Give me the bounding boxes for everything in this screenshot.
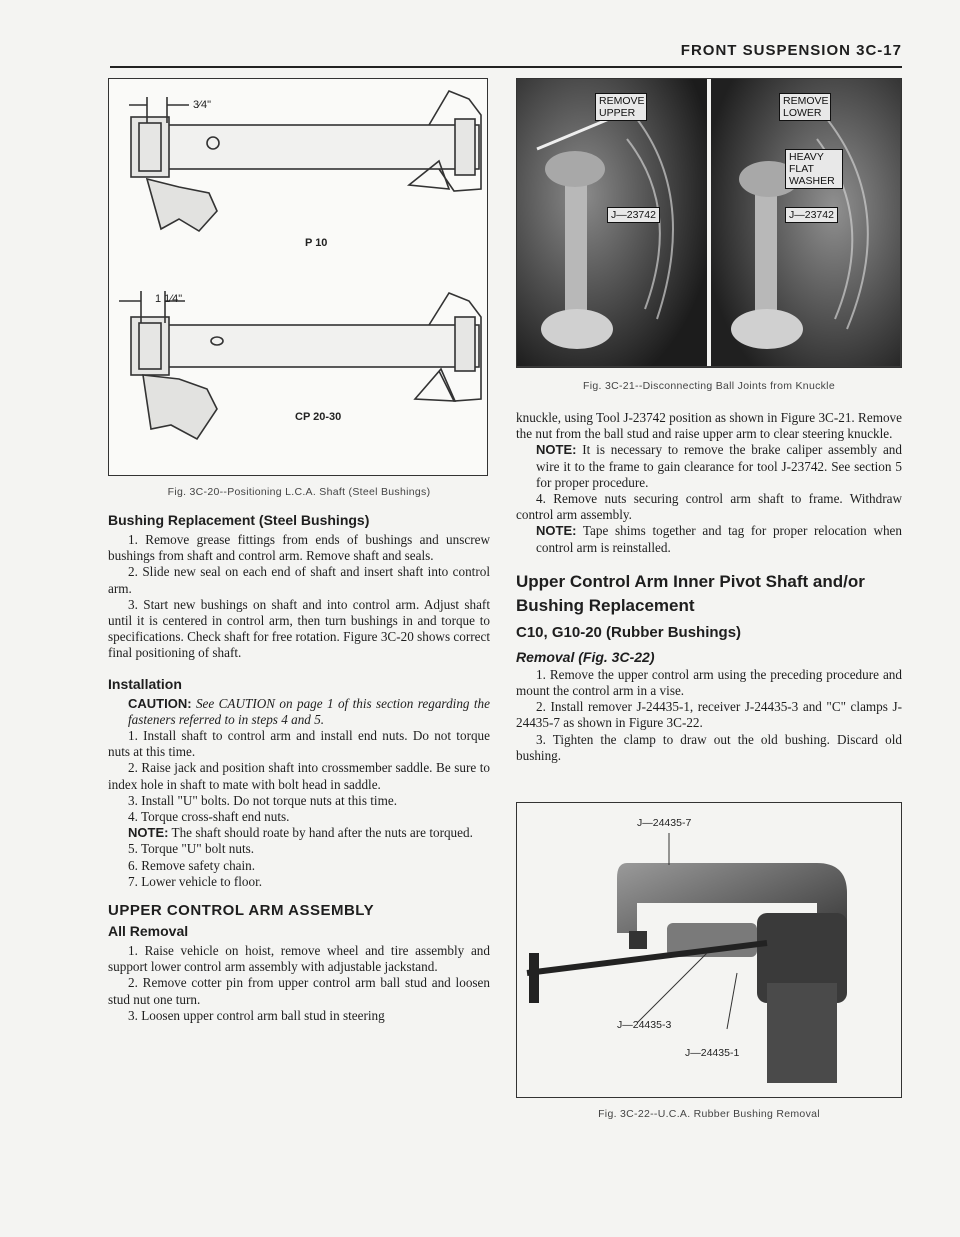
tag-remove-lower: REMOVE LOWER xyxy=(779,93,831,121)
install-step: 5. Torque "U" bolt nuts. xyxy=(128,841,255,857)
note-text: It is necessary to remove the brake caliper assembly and wire it to the frame to gain clearance for tool J-23742. See section 5 for proper procedure. xyxy=(536,442,902,490)
rubber-step: 2. Install remover J-24435-1, receiver J-24435-3 and "C" clamps J-24435-7 as shown in Figure 3C-22. xyxy=(516,699,902,731)
tag-j23742-right: J—23742 xyxy=(785,207,838,223)
figure-3c-22-caption: Fig. 3C-22--U.C.A. Rubber Bushing Removal xyxy=(598,1108,820,1121)
bushing-step: 3. Start new bushings on shaft and into control arm. Adjust shaft until it is centered in control arm, then turn bushings in and torque to specifications. Check shaft for free rotation. Figure 3C-20 shows correct final positioning of shaft. xyxy=(108,596,490,661)
install-step: 4. Torque cross-shaft end nuts. xyxy=(128,809,290,825)
bushing-heading: Bushing Replacement (Steel Bushings) xyxy=(108,512,370,528)
figure-3c-21-caption: Fig. 3C-21--Disconnecting Ball Joints from Knuckle xyxy=(583,380,835,392)
left-column xyxy=(108,78,490,1024)
installation-heading: Installation xyxy=(108,675,182,692)
figure-3c-21 xyxy=(516,78,902,368)
label-j24435-3: J—24435-3 xyxy=(617,1019,672,1032)
label-j24435-1: J—24435-1 xyxy=(685,1047,740,1060)
figure-3c-20-caption: Fig. 3C-20--Positioning L.C.A. Shaft (Steel Bushings) xyxy=(167,486,431,498)
page-title: FRONT SUSPENSION 3C-17 xyxy=(680,42,902,59)
page-header xyxy=(110,42,902,68)
label-cp20-30: CP 20-30 xyxy=(295,411,342,423)
continuation-paragraph: knuckle, using Tool J-23742 position as shown in Figure 3C-21. Remove the nut from the ball stud and raise upper arm to clear steering knuckle. xyxy=(516,410,902,442)
tag-remove-upper: REMOVE UPPER xyxy=(595,93,647,121)
note-text: The shaft should roate by hand after the nuts are torqued. xyxy=(171,825,473,841)
note-text: Tape shims together and tag for proper relocation when control arm is reinstalled. xyxy=(536,523,903,555)
install-step: 6. Remove safety chain. xyxy=(128,857,256,873)
install-step: 3. Install "U" bolts. Do not torque nuts at this time. xyxy=(128,792,398,808)
uca-step: 3. Loosen upper control arm ball stud in steering xyxy=(128,1007,385,1023)
dimension-upper: 3⁄4" xyxy=(193,99,211,111)
install-step: 1. Install shaft to control arm and install end nuts. Do not torque nuts at this time. xyxy=(108,728,490,760)
figure-3c-20 xyxy=(108,78,488,476)
install-note xyxy=(108,825,490,841)
ball-joint-photo xyxy=(517,79,900,366)
uca-heading: UPPER CONTROL ARM ASSEMBLY xyxy=(108,902,375,920)
caution-text: See CAUTION on page 1 of this section regarding the fasteners referred to in steps 4 and 5. xyxy=(128,695,491,727)
figure-3c-22 xyxy=(516,802,902,1098)
rubber-step: 3. Tighten the clamp to draw out the old bushing. Discard old bushing. xyxy=(516,731,902,763)
rubber-step: 1. Remove the upper control arm using the preceding procedure and mount the control arm in a vise. xyxy=(516,666,902,699)
bushing-step: 1. Remove grease fittings from ends of bushings and unscrew bushings from shaft and control arm. Remove shaft and seals. xyxy=(108,532,490,564)
bushing-step: 2. Slide new seal on each end of shaft and insert shaft into control arm. xyxy=(108,564,490,596)
uca-step: 1. Raise vehicle on hoist, remove wheel and tire assembly and support lower control arm assembly with adjustable jackstand. xyxy=(108,943,490,975)
caution-label: CAUTION: xyxy=(128,695,192,711)
pivot-shaft-heading: Upper Control Arm Inner Pivot Shaft and/or Bushing Replacement xyxy=(516,571,865,615)
tag-heavy-flat-washer: HEAVY FLAT WASHER xyxy=(785,149,843,189)
tag-j23742-left: J—23742 xyxy=(607,207,660,223)
label-p10: P 10 xyxy=(305,237,328,249)
install-step: 7. Lower vehicle to floor. xyxy=(128,873,263,889)
note-caliper xyxy=(516,442,902,491)
uca-step: 2. Remove cotter pin from upper control arm ball stud and loosen stud nut one turn. xyxy=(108,975,490,1007)
dimension-lower: 1 1⁄4" xyxy=(155,293,183,305)
note-shims xyxy=(516,523,902,555)
install-step: 2. Raise jack and position shaft into crossmember saddle. Be sure to index hole in shaft to mate with bolt head in saddle. xyxy=(108,760,490,792)
uca-subheading: All Removal xyxy=(108,923,189,940)
label-j24435-7: J—24435-7 xyxy=(637,817,692,830)
removal-heading: Removal (Fig. 3C-22) xyxy=(516,648,655,665)
removal-step-4: 4. Remove nuts securing control arm shaft to frame. Withdraw control arm assembly. xyxy=(516,491,902,523)
note-label: NOTE: xyxy=(128,825,169,841)
caution-block xyxy=(108,696,490,728)
right-column xyxy=(516,78,902,1120)
note-label: NOTE: xyxy=(536,523,577,539)
rubber-bushings-heading: C10, G10-20 (Rubber Bushings) xyxy=(516,623,742,641)
note-label: NOTE: xyxy=(536,442,577,458)
